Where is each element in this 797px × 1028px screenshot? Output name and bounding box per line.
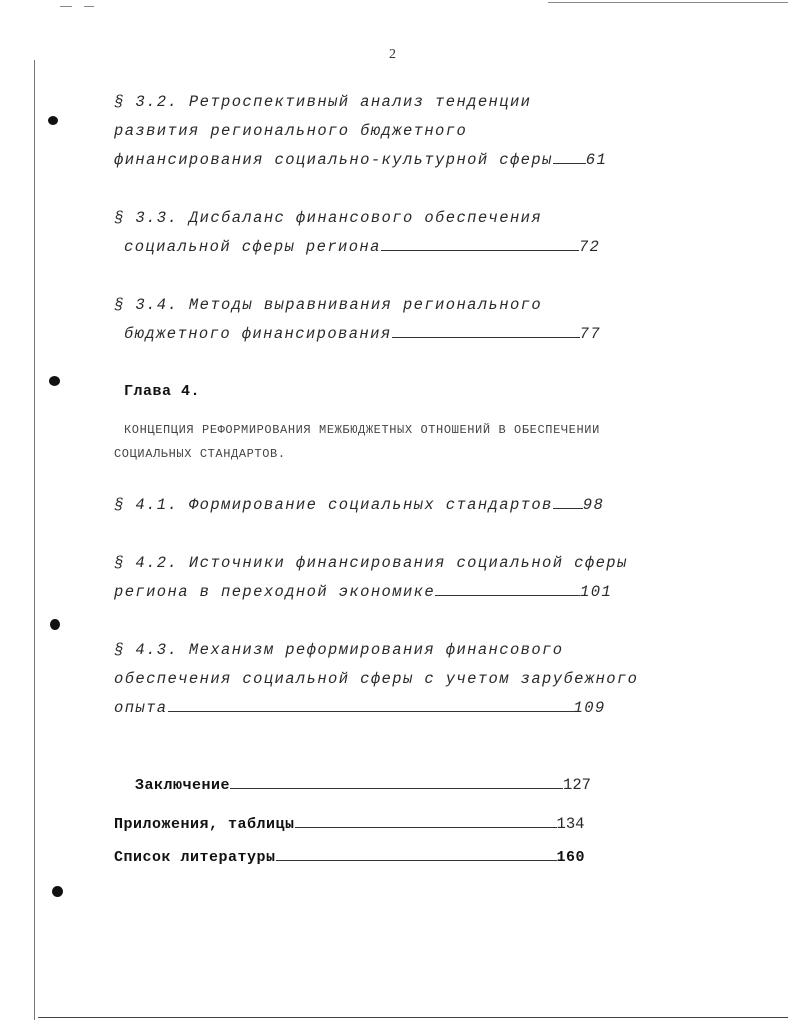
toc-entry-4-2-text: региона в переходной экономике xyxy=(114,583,436,601)
toc-page-number: 77 xyxy=(579,325,601,343)
bottom-border-line xyxy=(38,1017,788,1018)
toc-entry-4-3-line1: § 4.3. Механизм реформирования финансового xyxy=(114,641,564,659)
toc-entry-3-4-line2 xyxy=(124,325,601,343)
dot-leader xyxy=(168,699,574,712)
toc-page-number: 101 xyxy=(580,583,613,601)
toc-entry-3-3-line2 xyxy=(124,238,600,256)
toc-entry-3-3-text: социальной сферы реrиона xyxy=(124,238,381,256)
toc-entry-3-2-line1: § 3.2. Ретроспективный анализ тенденции xyxy=(114,93,532,111)
appendices-label: Приложения, таблицы xyxy=(114,816,295,833)
binder-hole-mark xyxy=(49,376,60,386)
toc-entry-4-2-line2 xyxy=(114,583,612,601)
toc-entry-3-3-line1: § 3.3. Дисбаланс финансового обеспечения xyxy=(114,209,543,227)
dot-leader xyxy=(381,238,579,251)
chapter-title: Глава 4. xyxy=(124,383,201,400)
toc-bibliography xyxy=(114,848,585,866)
dot-leader xyxy=(392,325,580,338)
left-margin-line xyxy=(34,60,35,1020)
toc-conclusion xyxy=(135,776,591,794)
toc-appendices xyxy=(114,815,584,833)
toc-page-number: 98 xyxy=(582,496,605,514)
toc-page-number: 72 xyxy=(578,238,601,256)
toc-entry-4-3-line3 xyxy=(114,699,606,717)
dot-leader xyxy=(295,815,557,828)
toc-page-number: 134 xyxy=(556,815,585,833)
toc-entry-4-1-text: § 4.1. Формирование социальных стандартов xyxy=(114,496,553,514)
dot-leader xyxy=(230,776,563,789)
toc-entry-4-3-line2: обеспечения социальной сферы с учетом зарубежного xyxy=(114,670,639,688)
scan-mark xyxy=(548,2,788,3)
toc-entry-3-2-line3 xyxy=(114,151,607,169)
toc-entry-4-1 xyxy=(114,496,604,514)
toc-page-number: 127 xyxy=(563,776,591,794)
dot-leader xyxy=(276,848,557,861)
toc-entry-4-2-line1: § 4.2. Источники финансирования социальной сферы xyxy=(114,554,628,572)
binder-hole-mark xyxy=(50,619,60,630)
dot-leader xyxy=(553,496,583,509)
binder-hole-mark xyxy=(48,116,58,125)
scan-mark xyxy=(84,6,94,7)
page-number: 2 xyxy=(389,47,396,62)
toc-page-number: 61 xyxy=(585,151,608,169)
chapter-subtitle-line1: КОНЦЕПЦИЯ РЕФОРМИРОВАНИЯ МЕЖБЮДЖЕТНЫХ ОТНОШЕНИЙ В ОБЕСПЕЧЕНИИ xyxy=(124,423,600,437)
binder-hole-mark xyxy=(52,886,63,897)
toc-entry-3-4-text: бюджетного финансирования xyxy=(124,325,392,343)
toc-page-number: 109 xyxy=(573,699,606,717)
conclusion-label: Заключение xyxy=(135,777,231,794)
toc-entry-3-2-line2: развития регионального бюджетного xyxy=(114,122,468,140)
bibliography-label: Список литературы xyxy=(114,849,276,866)
scan-mark xyxy=(60,6,72,7)
toc-entry-3-4-line1: § 3.4. Методы выравнивания регионального xyxy=(114,296,543,314)
toc-entry-3-2-text: финансирования социально-культурной сферы xyxy=(114,151,553,169)
toc-page-number: 160 xyxy=(556,849,586,866)
dot-leader xyxy=(553,151,586,164)
toc-entry-4-3-text: опыта xyxy=(114,699,168,717)
dot-leader xyxy=(435,583,580,596)
chapter-subtitle-line2: СОЦИАЛЬНЫХ СТАНДАРТОВ. xyxy=(114,447,286,461)
